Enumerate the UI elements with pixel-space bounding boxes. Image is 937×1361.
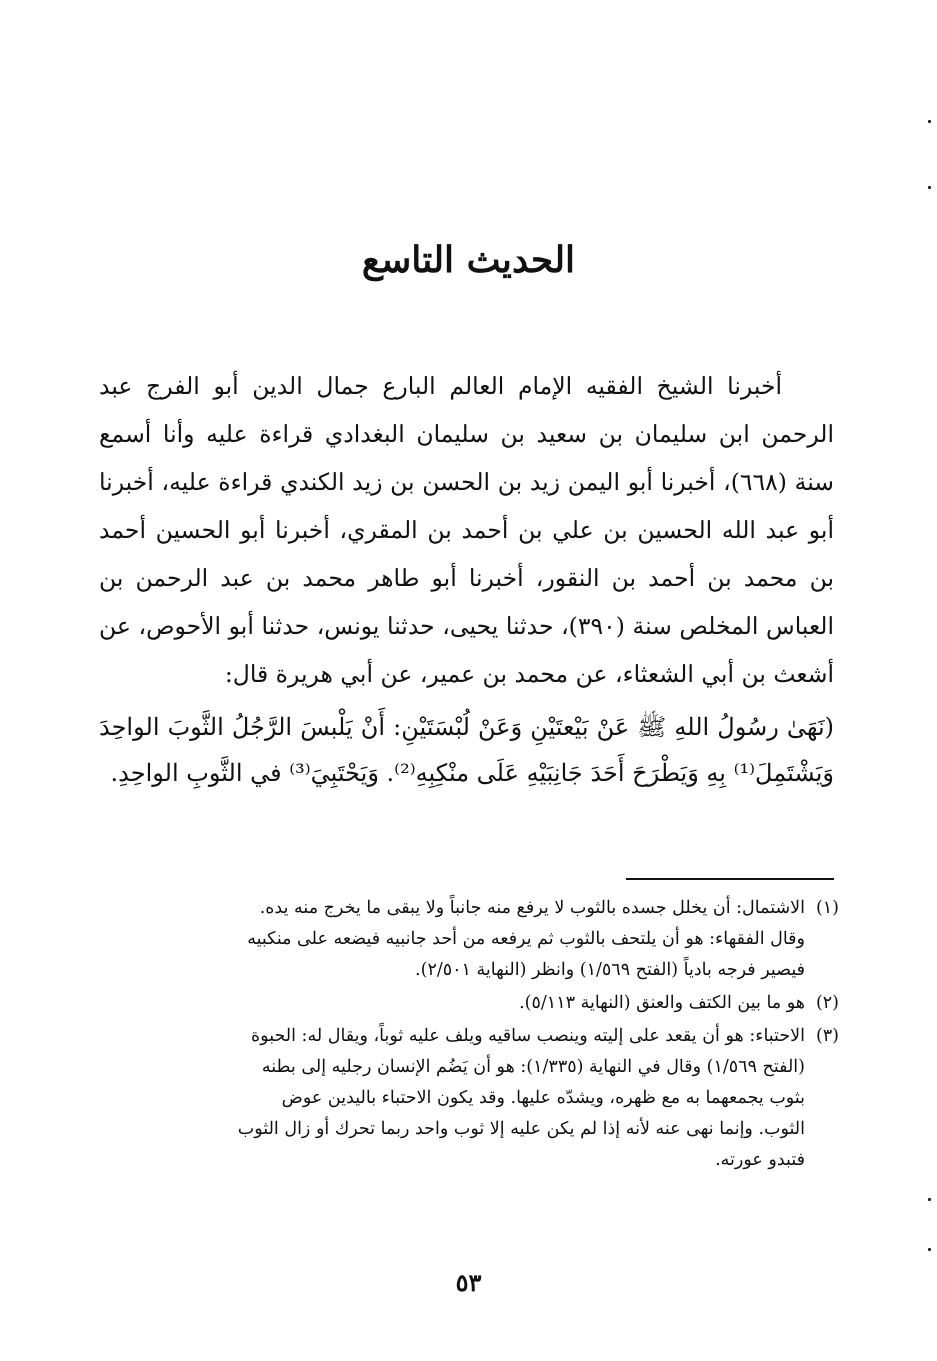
- footnotes: [97, 893, 839, 1178]
- footnote-line: الثوب. وإنما نهى عنه لأنه إذا لم يكن عليه إلا ثوب واحد ربما تحرك أو زال الثوب: [237, 1119, 805, 1139]
- isnad-text: أخبرنا الشيخ الفقيه الإمام العالم البارع جمال الدين أبو الفرج عبد الرحمن ابن سليمان بن سعيد بن سليمان البغدادي قراءة عليه وأنا أسمع سنة (٦٦٨)، أخبرنا أبو اليمن زيد بن الحسن بن زيد الكندي قراءة عليه، أخبرنا أبو عبد الله الحسين بن علي بن أحمد بن المقري، أخبرنا أبو الحسين أحمد بن محمد بن أحمد بن النقور، أخبرنا أبو طاهر محمد بن عبد الرحمن بن العباس المخلص سنة (٣٩٠)، حدثنا يحيى، حدثنا يونس، حدثنا أبو الأحوص، عن أشعث بن أبي الشعثاء، عن محمد بن عمير، عن أبي هريرة قال:: [99, 372, 834, 688]
- margin-mark: [928, 120, 931, 123]
- page-number: ٥٣: [455, 1268, 482, 1297]
- footnote-1: [97, 893, 839, 986]
- footnote-text: [97, 1021, 805, 1176]
- footnote-number: (٢): [815, 993, 839, 1013]
- chapter-heading: الحديث التاسع: [361, 239, 576, 281]
- footnote-text: [97, 893, 805, 986]
- footnote-number: (١): [815, 898, 839, 918]
- matn-text: (نَهَىٰ رسُولُ اللهِ ﷺ عَنْ بَيْعتَيْنِ وَعَنْ لُبْسَتَيْنِ: أَنْ يَلْبسَ الرَّجُلُ الثَّوبَ الواحِدَ وَيَشْتَمِلَ⁽¹⁾ بِهِ وَيَطْرَحَ أَحَدَ جَانِبَيْهِ عَلَى منْكِبِهِ⁽²⁾. وَيَحْتَبِيَ⁽³⁾ في الثَّوبِ الواحِدِ.: [99, 713, 834, 787]
- footnote-line: (الفتح ١/٥٦٩) وقال في النهاية (١/٣٣٥): هو أن يَضُم الإنسان رجليه إلى بطنه: [261, 1057, 805, 1077]
- footnote-separator: [626, 878, 834, 880]
- footnote-text: [97, 988, 805, 1019]
- isnad-paragraph: [99, 362, 834, 698]
- matn-paragraph: [99, 704, 834, 796]
- footnote-line: بثوب يجمعهما به مع ظهره، ويشدّه عليها. وقد يكون الاحتباء باليدين عوض: [281, 1088, 805, 1108]
- footnote-number: (٣): [815, 1026, 839, 1046]
- footnote-3: [97, 1021, 839, 1176]
- footnote-2: [97, 988, 839, 1019]
- margin-mark: [928, 1248, 931, 1251]
- footnote-line: الاحتباء: هو أن يقعد على إليته وينصب ساقيه ويلف عليه ثوباً، ويقال له: الحبوة: [251, 1026, 805, 1046]
- footnote-line: هو ما بين الكتف والعنق (النهاية ٥/١١٣).: [519, 993, 805, 1013]
- footnote-line: الاشتمال: أن يخلل جسده بالثوب لا يرفع منه جانباً ولا يبقى ما يخرج منه يده.: [259, 898, 805, 918]
- margin-mark: [928, 1198, 931, 1201]
- margin-mark: [928, 186, 931, 189]
- footnote-line: فيصير فرجه بادياً (الفتح ١/٥٦٩) وانظر (النهاية ٢/٥٠١).: [415, 960, 805, 980]
- footnote-line: وقال الفقهاء: هو أن يلتحف بالثوب ثم يرفعه من أحد جانبيه فيضعه على منكبيه: [247, 929, 805, 949]
- footnote-line: فتبدو عورته.: [715, 1150, 805, 1170]
